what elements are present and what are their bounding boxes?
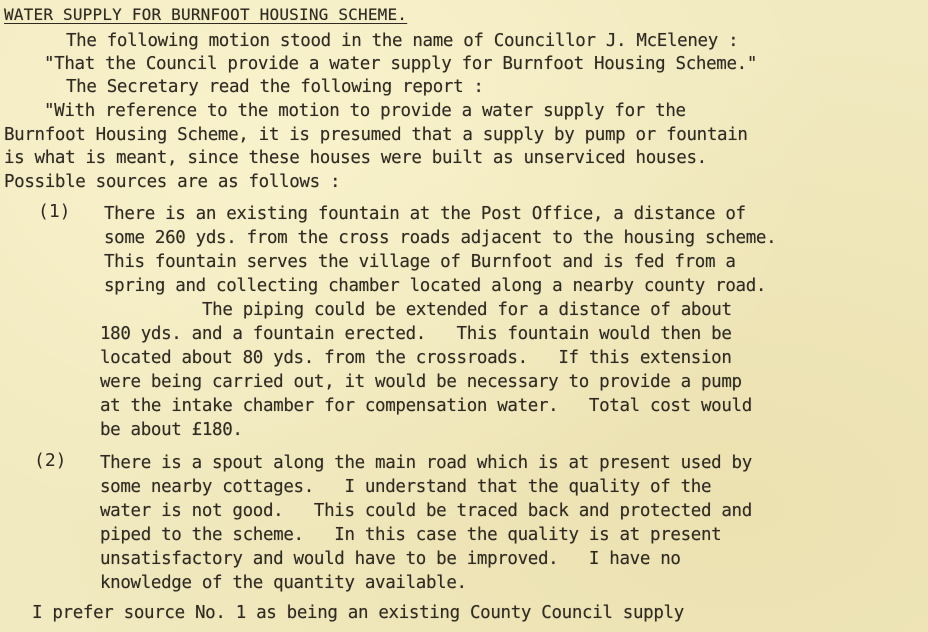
- item-1-line: located about 80 yds. from the crossroads. If this extension: [100, 348, 732, 368]
- item-1-line: The piping could be extended for a distance of about: [202, 300, 732, 320]
- item-2-line: piped to the scheme. In this case the quality is at present: [100, 525, 722, 545]
- item-1-line: 180 yds. and a fountain erected. This fountain would then be: [100, 324, 732, 344]
- report-line: "With reference to the motion to provide a water supply for the: [44, 101, 686, 121]
- intro-line-secretary: The Secretary read the following report :: [66, 77, 484, 97]
- report-line: Possible sources are as follows :: [4, 172, 341, 192]
- item-1-number: (1): [38, 201, 71, 222]
- report-line: Burnfoot Housing Scheme, it is presumed that a supply by pump or fountain: [4, 125, 748, 145]
- intro-line-quote: "That the Council provide a water supply for Burnfoot Housing Scheme.": [44, 54, 758, 74]
- item-1-line: There is an existing fountain at the Post Office, a distance of: [104, 204, 746, 224]
- item-2-line: There is a spout along the main road which is at present used by: [100, 453, 752, 473]
- item-2-line: knowledge of the quantity available.: [100, 573, 467, 593]
- intro-line-motion: The following motion stood in the name of Councillor J. McEleney :: [66, 31, 739, 51]
- document-heading: WATER SUPPLY FOR BURNFOOT HOUSING SCHEME.: [4, 5, 408, 24]
- item-1-line: at the intake chamber for compensation water. Total cost would: [100, 396, 752, 416]
- item-1-line: were being carried out, it would be necessary to provide a pump: [100, 372, 742, 392]
- item-2-line: unsatisfactory and would have to be improved. I have no: [100, 549, 681, 569]
- item-2-line: water is not good. This could be traced back and protected and: [100, 501, 752, 521]
- report-line: is what is meant, since these houses were built as unserviced houses.: [4, 148, 707, 168]
- item-2-number: (2): [34, 450, 67, 471]
- item-1-line: This fountain serves the village of Burnfoot and is fed from a: [104, 252, 736, 272]
- item-2-line: some nearby cottages. I understand that the quality of the: [100, 477, 712, 497]
- item-1-line: be about £180.: [100, 420, 243, 440]
- closing-line: I prefer source No. 1 as being an existing County Council supply: [32, 603, 684, 623]
- item-1-line: some 260 yds. from the cross roads adjacent to the housing scheme.: [104, 228, 777, 248]
- item-1-line: spring and collecting chamber located along a nearby county road.: [104, 276, 767, 296]
